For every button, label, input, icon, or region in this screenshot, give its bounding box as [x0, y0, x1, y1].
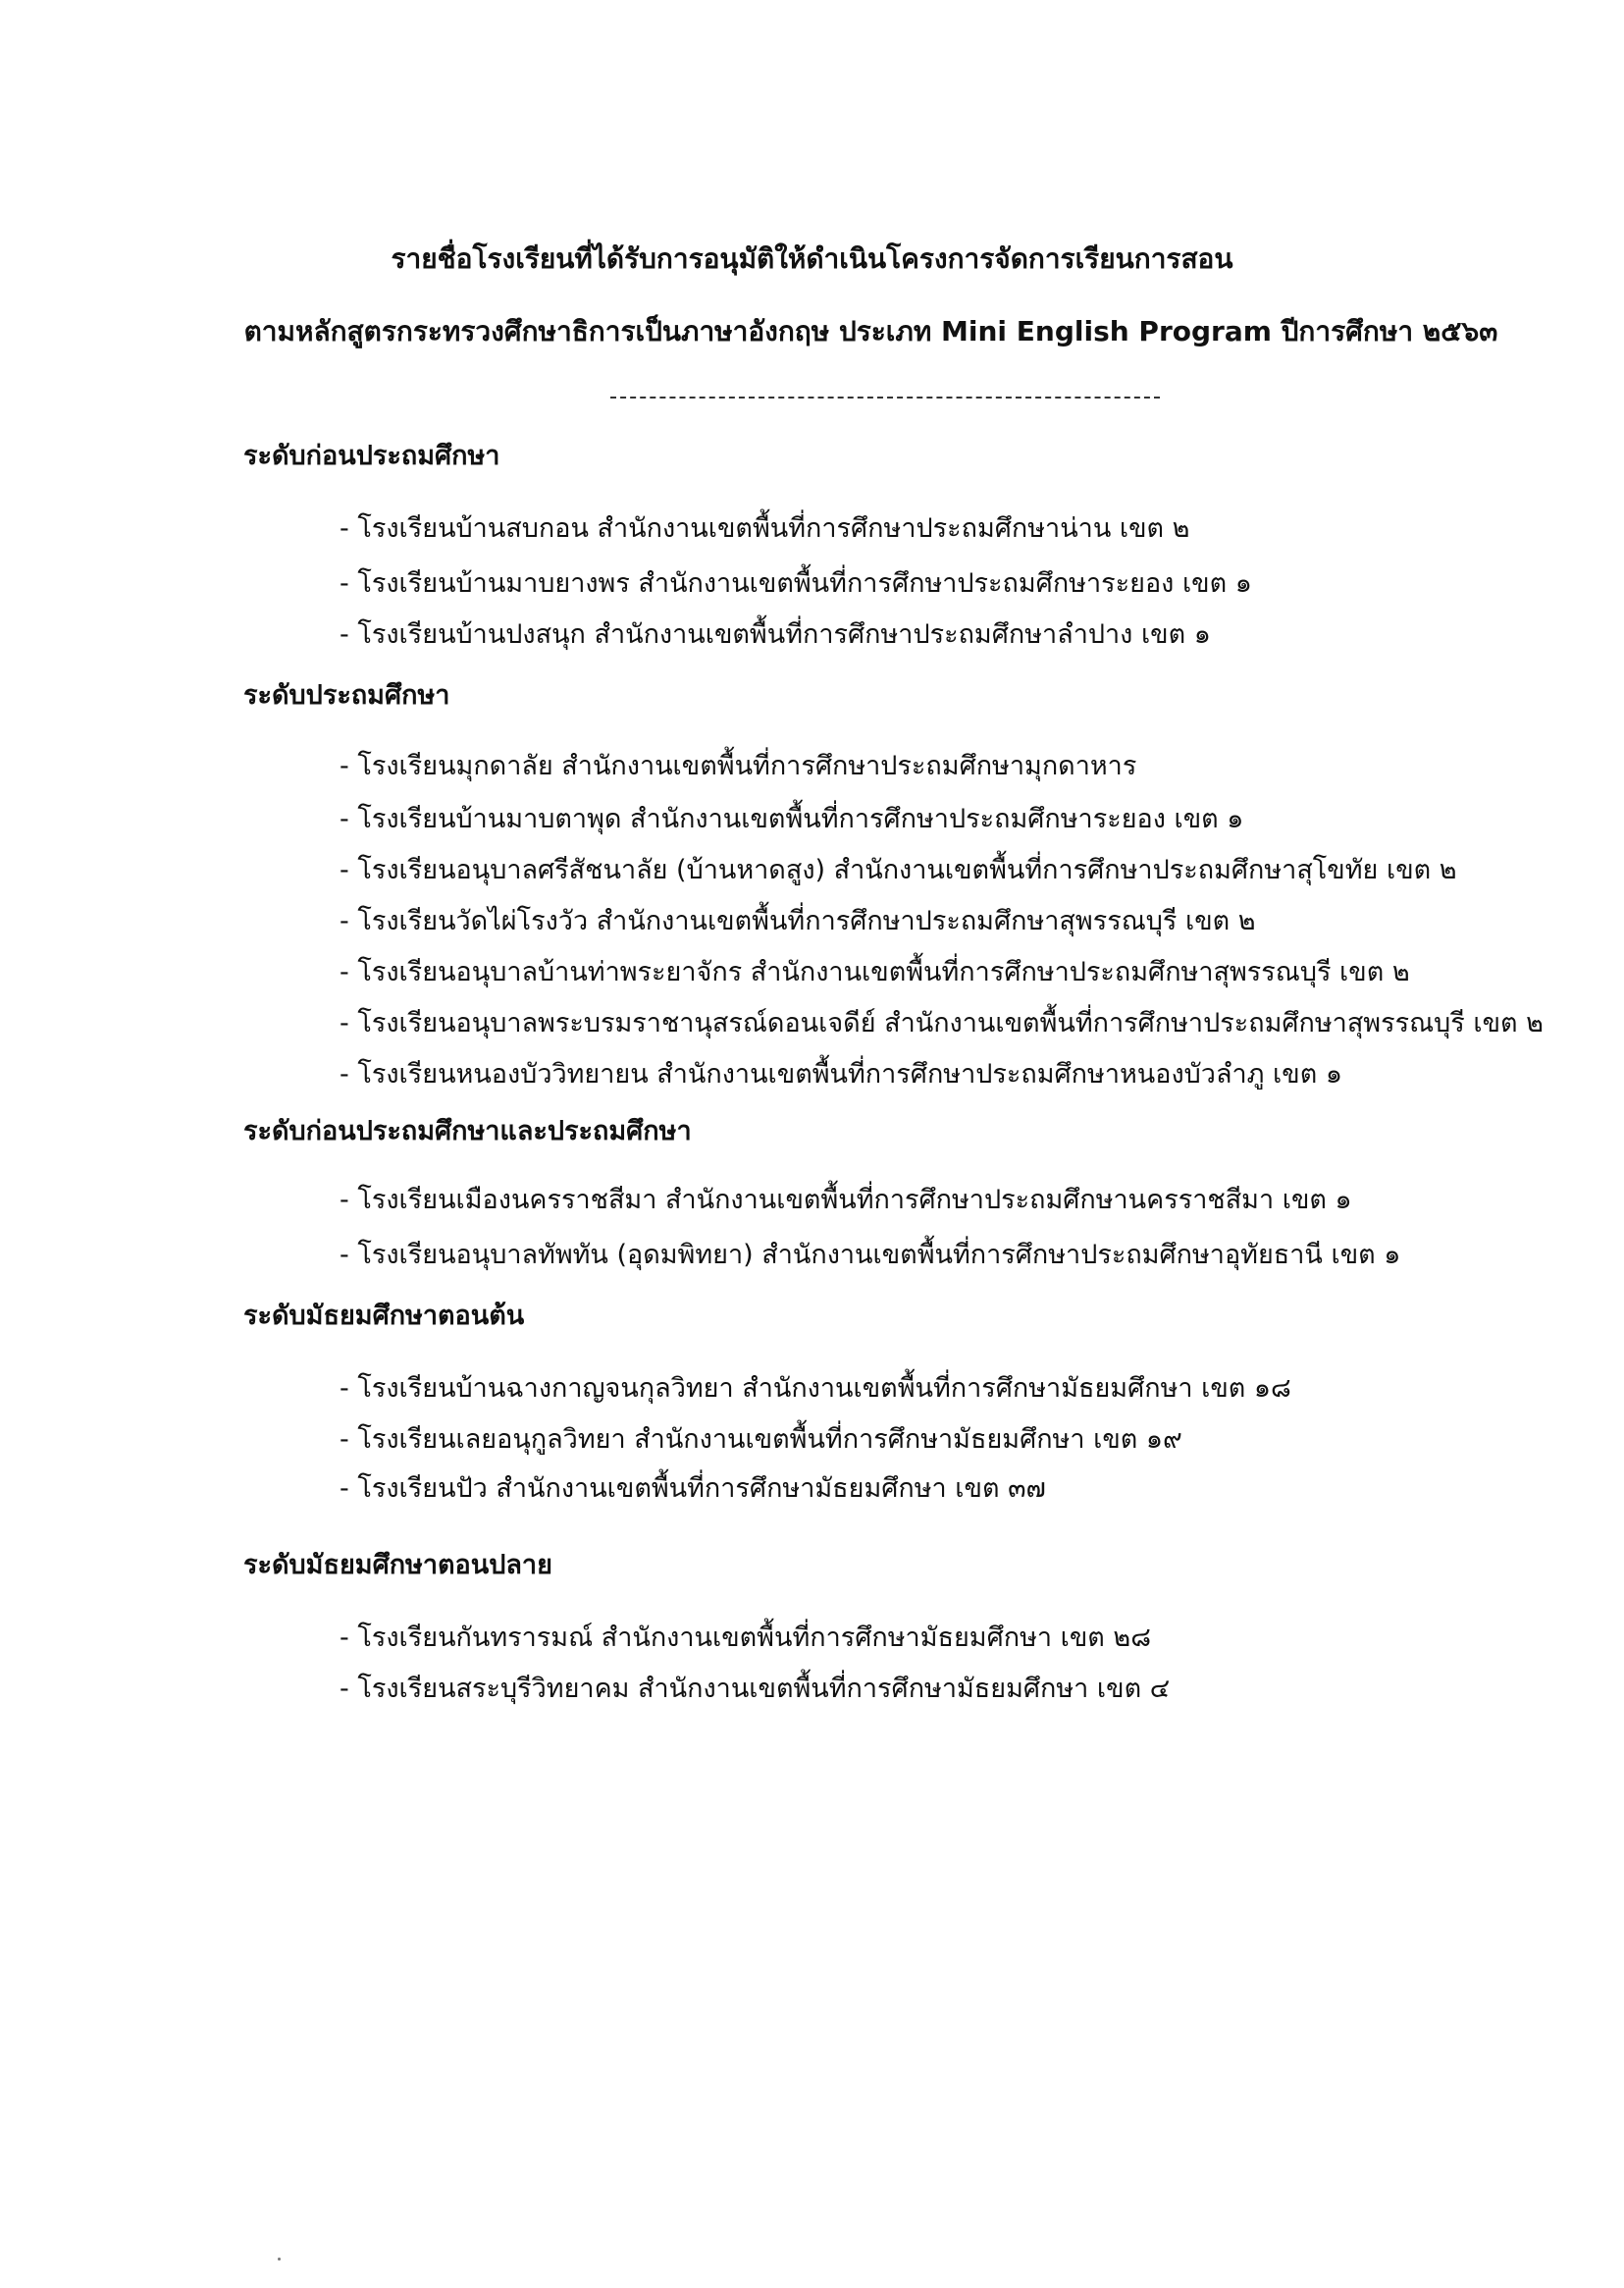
list-item: - โรงเรียนบ้านฉางกาญจนกุลวิทยา สำนักงานเขตพื้นที่การศึกษามัธยมศึกษา เขต ๑๘	[340, 1373, 1291, 1404]
list-item: - โรงเรียนอนุบาลพระบรมราชานุสรณ์ดอนเจดีย์ สำนักงานเขตพื้นที่การศึกษาประถมศึกษาสุพรรณบุรี เขต ๒	[340, 1008, 1544, 1038]
list-item: - โรงเรียนเลยอนุกูลวิทยา สำนักงานเขตพื้นที่การศึกษามัธยมศึกษา เขต ๑๙	[340, 1424, 1182, 1455]
list-item: - โรงเรียนหนองบัววิทยายน สำนักงานเขตพื้นที่การศึกษาประถมศึกษาหนองบัวลำภู เขต ๑	[340, 1059, 1342, 1090]
list-item: - โรงเรียนวัดไผ่โรงวัว สำนักงานเขตพื้นที่การศึกษาประถมศึกษาสุพรรณบุรี เขต ๒	[340, 906, 1256, 936]
list-item: - โรงเรียนอนุบาลทัพทัน (อุดมพิทยา) สำนักงานเขตพื้นที่การศึกษาประถมศึกษาอุทัยธานี เขต ๑	[340, 1240, 1401, 1270]
section-heading: ระดับมัธยมศึกษาตอนต้น	[243, 1301, 525, 1331]
scan-speck	[278, 2258, 281, 2261]
list-item: - โรงเรียนบ้านสบกอน สำนักงานเขตพื้นที่การศึกษาประถมศึกษาน่าน เขต ๒	[340, 513, 1190, 544]
document-title-line1: รายชื่อโรงเรียนที่ได้รับการอนุมัติให้ดำเนินโครงการจัดการเรียนการสอน	[391, 242, 1233, 275]
section-heading: ระดับประถมศึกษา	[243, 680, 450, 711]
list-item: - โรงเรียนปัว สำนักงานเขตพื้นที่การศึกษามัธยมศึกษา เขต ๓๗	[340, 1473, 1046, 1504]
section-heading: ระดับก่อนประถมศึกษา	[243, 441, 500, 471]
list-item: - โรงเรียนอนุบาลศรีสัชนาลัย (บ้านหาดสูง) สำนักงานเขตพื้นที่การศึกษาประถมศึกษาสุโขทัย เขต ๒	[340, 855, 1457, 885]
section-heading: ระดับก่อนประถมศึกษาและประถมศึกษา	[243, 1116, 692, 1146]
list-item: - โรงเรียนบ้านมาบตาพุด สำนักงานเขตพื้นที่การศึกษาประถมศึกษาระยอง เขต ๑	[340, 804, 1244, 834]
list-item: - โรงเรียนอนุบาลบ้านท่าพระยาจักร สำนักงานเขตพื้นที่การศึกษาประถมศึกษาสุพรรณบุรี เขต ๒	[340, 957, 1410, 987]
list-item: - โรงเรียนบ้านมาบยางพร สำนักงานเขตพื้นที่การศึกษาประถมศึกษาระยอง เขต ๑	[340, 568, 1252, 599]
document-title-line2: ตามหลักสูตรกระทรวงศึกษาธิการเป็นภาษาอังกฤษ ประเภท Mini English Program ปีการศึกษา ๒๕๖๓	[243, 315, 1498, 347]
list-item: - โรงเรียนเมืองนครราชสีมา สำนักงานเขตพื้นที่การศึกษาประถมศึกษานครราชสีมา เขต ๑	[340, 1185, 1352, 1215]
title-divider	[610, 397, 1160, 399]
list-item: - โรงเรียนกันทรารมณ์ สำนักงานเขตพื้นที่การศึกษามัธยมศึกษา เขต ๒๘	[340, 1623, 1152, 1653]
list-item: - โรงเรียนบ้านปงสนุก สำนักงานเขตพื้นที่การศึกษาประถมศึกษาลำปาง เขต ๑	[340, 619, 1211, 650]
section-heading: ระดับมัธยมศึกษาตอนปลาย	[243, 1550, 552, 1580]
list-item: - โรงเรียนสระบุรีวิทยาคม สำนักงานเขตพื้นที่การศึกษามัธยมศึกษา เขต ๔	[340, 1674, 1171, 1704]
list-item: - โรงเรียนมุกดาลัย สำนักงานเขตพื้นที่การศึกษาประถมศึกษามุกดาหาร	[340, 751, 1137, 781]
